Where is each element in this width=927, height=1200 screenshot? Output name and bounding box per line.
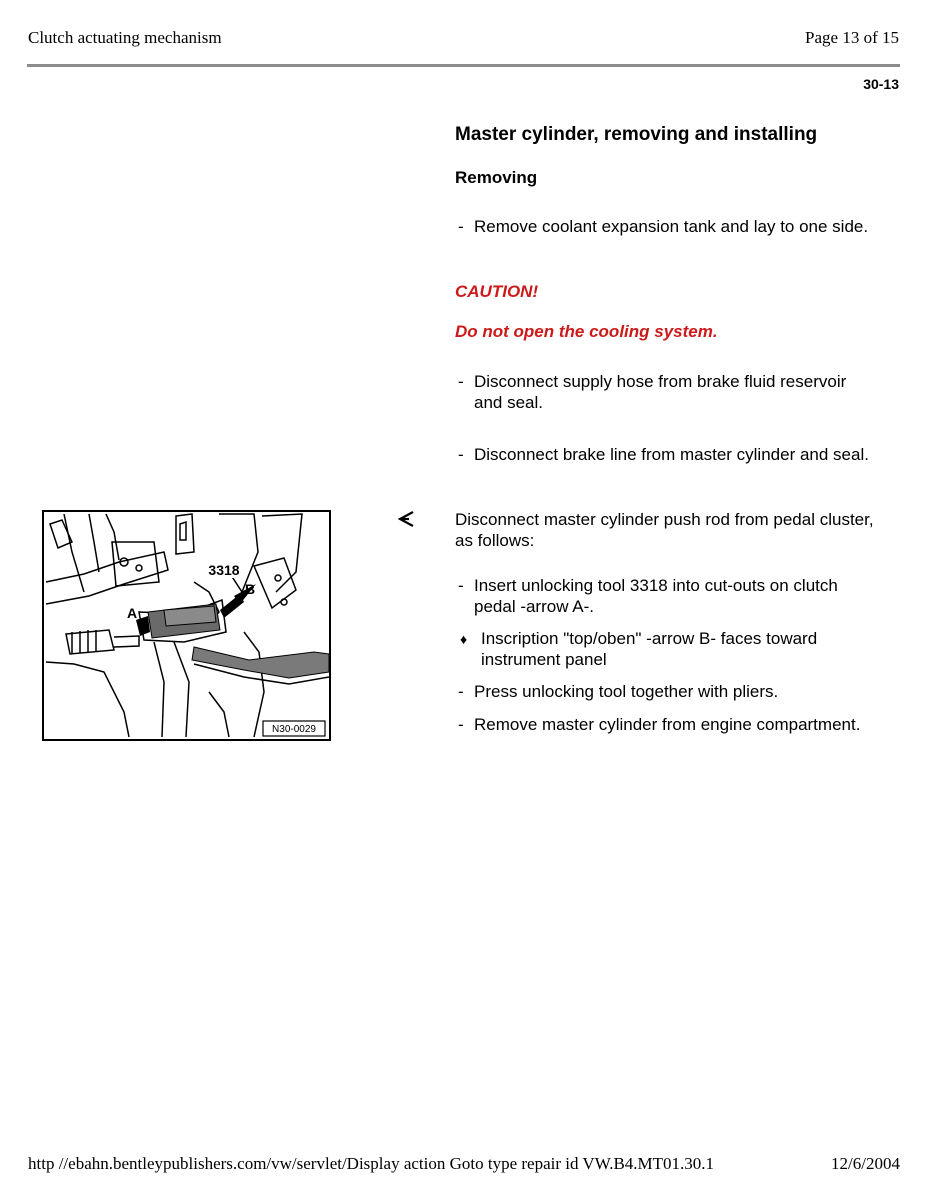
pedal-cluster-illustration	[42, 510, 331, 741]
arrow-a-label: A	[126, 605, 138, 621]
arrow-b-label: B	[244, 581, 256, 597]
step-text: Remove master cylinder from engine compartment.	[474, 715, 861, 734]
section-subtitle: Removing	[455, 168, 538, 187]
step-text: Press unlocking tool together with pliers.	[474, 682, 779, 701]
step-item	[455, 445, 875, 466]
step-item	[455, 629, 875, 670]
header-title: Clutch actuating mechanism	[28, 28, 222, 47]
dash-marker: -	[458, 576, 464, 595]
step-item	[455, 372, 875, 413]
step-item	[455, 682, 875, 703]
tool-number-label: 3318	[208, 562, 240, 578]
step-text: Remove coolant expansion tank and lay to one side.	[474, 217, 869, 236]
figure-instruction: Disconnect master cylinder push rod from pedal cluster, as follows:	[455, 510, 874, 550]
figure-pointer-icon	[397, 510, 415, 528]
dash-marker: -	[458, 372, 464, 391]
section-page-number: 30-13	[863, 76, 899, 92]
illustration-drawing	[44, 512, 329, 739]
dash-marker: -	[458, 217, 464, 236]
footer-url: http //ebahn.bentleypublishers.com/vw/servlet/Display action Goto type repair id VW.B4.MT01.30.1	[28, 1154, 715, 1173]
dash-marker: -	[458, 715, 464, 734]
footer-date: 12/6/2004	[831, 1154, 900, 1173]
diamond-bullet-icon: ♦	[460, 631, 468, 647]
dash-marker: -	[458, 445, 464, 464]
header-page-count: Page 13 of 15	[805, 28, 899, 47]
caution-label: CAUTION!	[455, 282, 539, 301]
header-rule	[27, 64, 900, 67]
step-text: Disconnect supply hose from brake fluid reservoir and seal.	[474, 372, 847, 412]
page-footer	[28, 1154, 900, 1174]
step-item	[455, 576, 875, 617]
step-text: Insert unlocking tool 3318 into cut-outs on clutch pedal -arrow A-.	[474, 576, 838, 616]
step-item	[455, 217, 875, 238]
section-title: Master cylinder, removing and installing	[455, 124, 818, 145]
caution-text: Do not open the cooling system.	[455, 322, 718, 341]
step-item	[455, 715, 875, 736]
dash-marker: -	[458, 682, 464, 701]
step-text: Disconnect brake line from master cylinder and seal.	[474, 445, 869, 464]
step-text: Inscription "top/oben" -arrow B- faces toward instrument panel	[481, 629, 818, 669]
figure-code: N30-0029	[272, 724, 316, 735]
